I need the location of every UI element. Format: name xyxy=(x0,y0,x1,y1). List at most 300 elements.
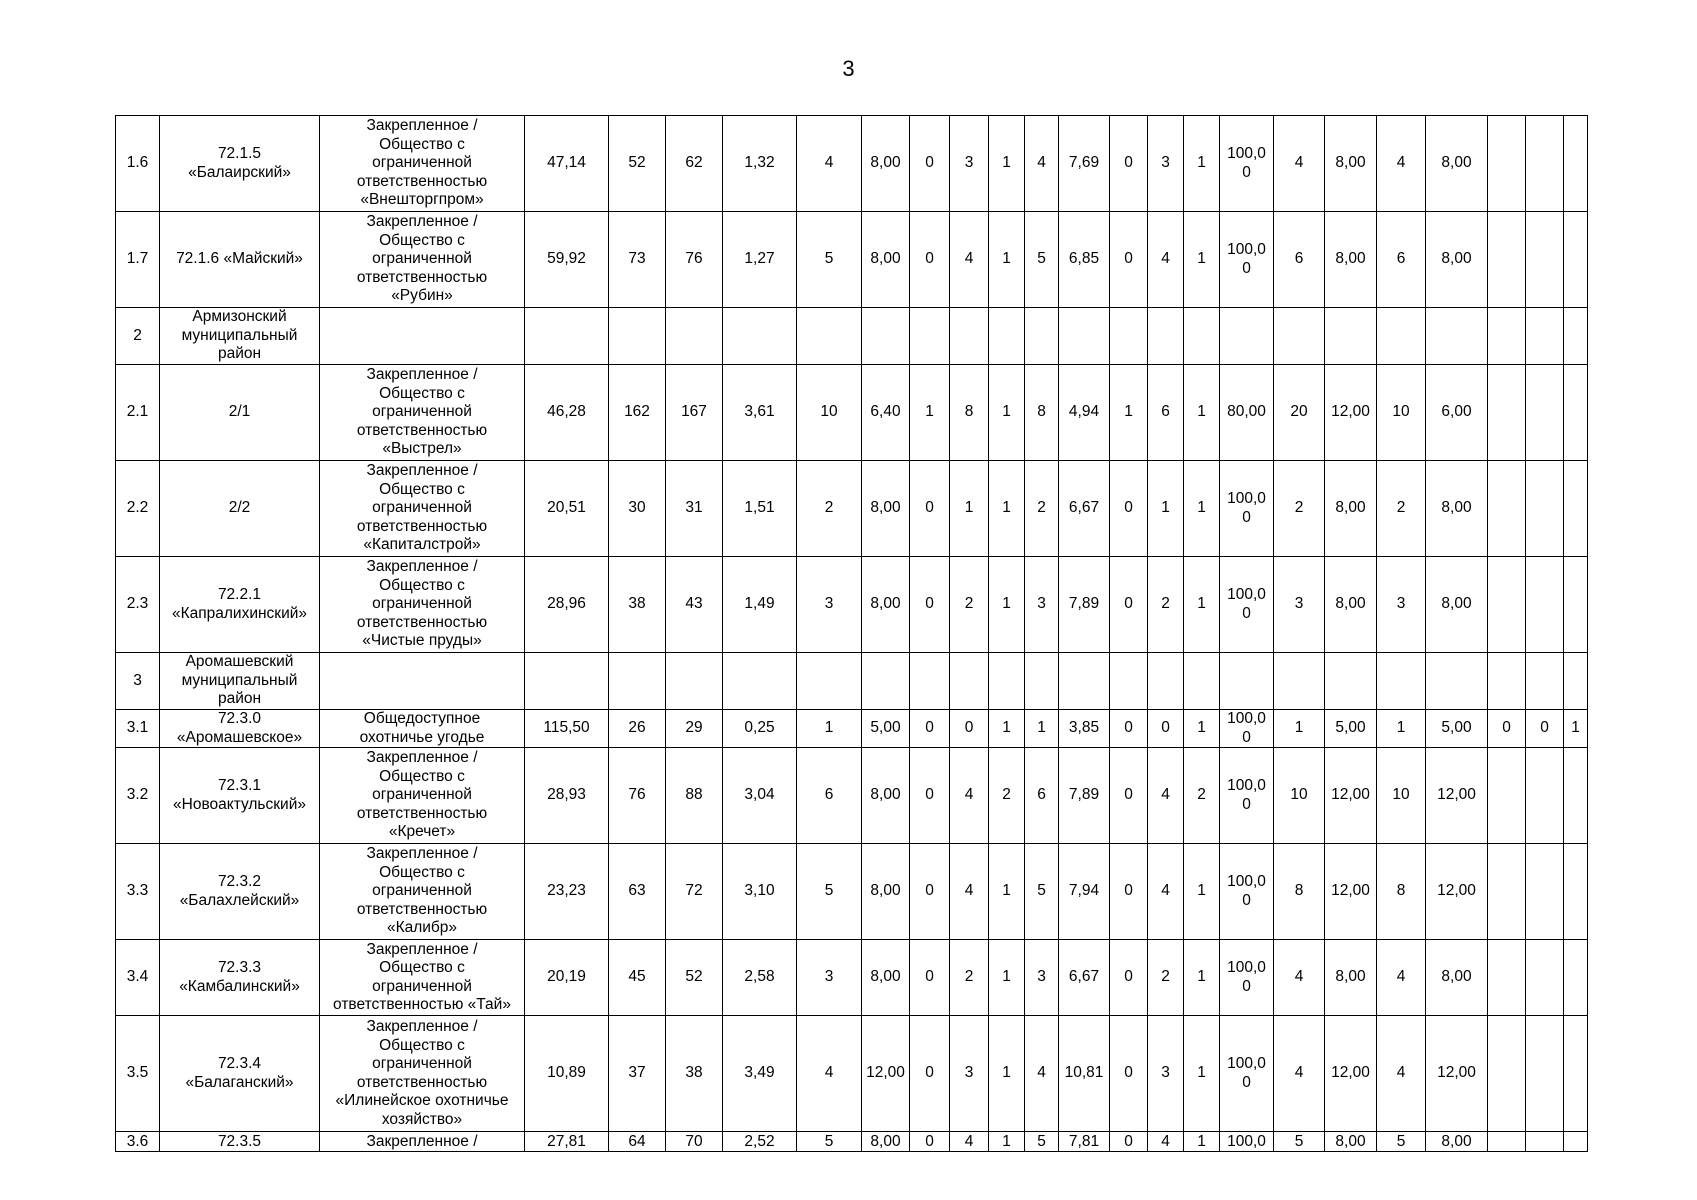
value-cell: 1 xyxy=(1184,212,1220,308)
value-cell: 1,49 xyxy=(723,557,797,653)
value-cell: 3 xyxy=(950,116,989,212)
value-cell: 76 xyxy=(666,212,723,308)
value-cell: 8,00 xyxy=(1426,212,1488,308)
value-cell xyxy=(797,653,862,710)
value-cell: 3 xyxy=(1377,557,1426,653)
value-cell: 8,00 xyxy=(1426,116,1488,212)
value-cell: 1 xyxy=(1274,710,1325,748)
table-row xyxy=(116,116,1588,212)
ground-type-cell: Закрепленное / Общество с ограниченной ответственностью «Внешторгпром» xyxy=(320,116,525,212)
value-cell: 8,00 xyxy=(862,844,910,940)
value-cell: 1 xyxy=(989,212,1025,308)
value-cell: 2 xyxy=(1274,461,1325,557)
value-cell: 4 xyxy=(950,212,989,308)
value-cell xyxy=(1488,365,1526,461)
row-number-cell: 3.6 xyxy=(116,1132,160,1152)
ground-type-cell: Закрепленное / Общество с ограниченной ответственностью «Илинейское охотничье хозяйство» xyxy=(320,1016,525,1132)
value-cell xyxy=(1488,308,1526,365)
value-cell: 2 xyxy=(950,940,989,1016)
row-number-cell: 2.3 xyxy=(116,557,160,653)
value-cell xyxy=(723,308,797,365)
value-cell: 7,89 xyxy=(1059,748,1110,844)
value-cell: 100,0 0 xyxy=(1220,844,1274,940)
value-cell: 8,00 xyxy=(1426,461,1488,557)
value-cell: 59,92 xyxy=(525,212,609,308)
value-cell: 1 xyxy=(797,710,862,748)
value-cell: 8,00 xyxy=(1325,557,1377,653)
value-cell: 3,10 xyxy=(723,844,797,940)
value-cell xyxy=(862,308,910,365)
value-cell xyxy=(1488,212,1526,308)
value-cell: 162 xyxy=(609,365,666,461)
data-table xyxy=(115,115,1588,1152)
ground-type-cell xyxy=(320,308,525,365)
value-cell: 1,27 xyxy=(723,212,797,308)
value-cell xyxy=(862,653,910,710)
hunting-ground-cell: 72.3.1 «Новоактульский» xyxy=(160,748,320,844)
value-cell: 2 xyxy=(1148,940,1184,1016)
value-cell: 12,00 xyxy=(1325,748,1377,844)
value-cell: 6,00 xyxy=(1426,365,1488,461)
value-cell xyxy=(1488,1132,1526,1152)
value-cell: 2 xyxy=(1184,748,1220,844)
value-cell: 38 xyxy=(666,1016,723,1132)
value-cell xyxy=(950,653,989,710)
value-cell xyxy=(1564,1132,1588,1152)
value-cell: 64 xyxy=(609,1132,666,1152)
value-cell: 5,00 xyxy=(1325,710,1377,748)
value-cell: 1 xyxy=(1184,1132,1220,1152)
value-cell: 100,0 0 xyxy=(1220,1016,1274,1132)
value-cell: 0 xyxy=(1110,212,1148,308)
value-cell xyxy=(1488,844,1526,940)
value-cell: 100,0 0 xyxy=(1220,748,1274,844)
value-cell: 0 xyxy=(1148,710,1184,748)
value-cell: 5 xyxy=(1274,1132,1325,1152)
ground-type-cell: Закрепленное / Общество с ограниченной ответственностью «Капиталстрой» xyxy=(320,461,525,557)
value-cell: 1 xyxy=(910,365,950,461)
value-cell: 167 xyxy=(666,365,723,461)
value-cell xyxy=(1564,653,1588,710)
value-cell: 7,89 xyxy=(1059,557,1110,653)
value-cell: 0 xyxy=(910,844,950,940)
row-number-cell: 3.2 xyxy=(116,748,160,844)
value-cell xyxy=(1526,308,1564,365)
value-cell: 1,51 xyxy=(723,461,797,557)
value-cell: 0 xyxy=(1110,1132,1148,1152)
value-cell: 3 xyxy=(1025,940,1059,1016)
value-cell xyxy=(1526,212,1564,308)
ground-type-cell: Закрепленное / Общество с ограниченной ответственностью «Тай» xyxy=(320,940,525,1016)
value-cell: 5 xyxy=(1025,844,1059,940)
hunting-ground-cell: 72.3.2 «Балахлейский» xyxy=(160,844,320,940)
value-cell: 0 xyxy=(950,710,989,748)
value-cell: 80,00 xyxy=(1220,365,1274,461)
value-cell: 4 xyxy=(1148,748,1184,844)
value-cell: 2 xyxy=(950,557,989,653)
value-cell xyxy=(1526,557,1564,653)
value-cell xyxy=(1059,308,1110,365)
value-cell xyxy=(1564,212,1588,308)
value-cell: 0 xyxy=(1488,710,1526,748)
value-cell: 1 xyxy=(1110,365,1148,461)
value-cell xyxy=(1564,116,1588,212)
value-cell: 10 xyxy=(1377,365,1426,461)
value-cell: 1 xyxy=(989,844,1025,940)
value-cell: 12,00 xyxy=(1325,365,1377,461)
table-row xyxy=(116,365,1588,461)
ground-type-cell xyxy=(320,653,525,710)
value-cell: 8,00 xyxy=(1426,557,1488,653)
value-cell xyxy=(1526,1132,1564,1152)
value-cell: 88 xyxy=(666,748,723,844)
value-cell: 100,0 0 xyxy=(1220,710,1274,748)
value-cell: 7,94 xyxy=(1059,844,1110,940)
value-cell: 115,50 xyxy=(525,710,609,748)
table-row xyxy=(116,212,1588,308)
value-cell: 20,19 xyxy=(525,940,609,1016)
value-cell: 3 xyxy=(797,940,862,1016)
value-cell: 8,00 xyxy=(1426,1132,1488,1152)
value-cell: 0 xyxy=(910,212,950,308)
ground-type-cell: Закрепленное / Общество с ограниченной ответственностью «Калибр» xyxy=(320,844,525,940)
value-cell: 26 xyxy=(609,710,666,748)
value-cell: 8,00 xyxy=(1426,940,1488,1016)
hunting-ground-cell: 72.2.1 «Капралихинский» xyxy=(160,557,320,653)
value-cell xyxy=(1274,653,1325,710)
value-cell: 62 xyxy=(666,116,723,212)
value-cell xyxy=(1148,308,1184,365)
row-number-cell: 2.2 xyxy=(116,461,160,557)
value-cell xyxy=(1526,940,1564,1016)
value-cell: 1 xyxy=(989,1016,1025,1132)
value-cell: 3 xyxy=(1148,1016,1184,1132)
value-cell: 8 xyxy=(1274,844,1325,940)
value-cell: 1 xyxy=(989,940,1025,1016)
value-cell: 8,00 xyxy=(862,116,910,212)
hunting-ground-cell: 2/2 xyxy=(160,461,320,557)
value-cell xyxy=(1025,308,1059,365)
value-cell: 1,32 xyxy=(723,116,797,212)
value-cell xyxy=(1564,940,1588,1016)
value-cell xyxy=(1488,653,1526,710)
value-cell xyxy=(1564,365,1588,461)
value-cell xyxy=(609,308,666,365)
value-cell: 7,69 xyxy=(1059,116,1110,212)
value-cell: 6 xyxy=(1148,365,1184,461)
value-cell: 8,00 xyxy=(1325,940,1377,1016)
table-row xyxy=(116,1132,1588,1152)
value-cell: 3 xyxy=(950,1016,989,1132)
value-cell: 1 xyxy=(989,461,1025,557)
value-cell xyxy=(989,653,1025,710)
table-row xyxy=(116,557,1588,653)
value-cell: 2 xyxy=(989,748,1025,844)
value-cell: 1 xyxy=(1184,557,1220,653)
value-cell: 0 xyxy=(1110,461,1148,557)
value-cell: 5 xyxy=(797,212,862,308)
table-row xyxy=(116,653,1588,710)
value-cell: 2,58 xyxy=(723,940,797,1016)
value-cell xyxy=(1220,653,1274,710)
value-cell xyxy=(723,653,797,710)
value-cell: 4 xyxy=(797,1016,862,1132)
value-cell: 5 xyxy=(1025,212,1059,308)
value-cell: 12,00 xyxy=(1426,844,1488,940)
value-cell: 4,94 xyxy=(1059,365,1110,461)
value-cell: 1 xyxy=(1184,940,1220,1016)
value-cell: 1 xyxy=(1184,116,1220,212)
value-cell: 20,51 xyxy=(525,461,609,557)
value-cell: 43 xyxy=(666,557,723,653)
value-cell: 1 xyxy=(950,461,989,557)
value-cell: 10 xyxy=(1377,748,1426,844)
row-number-cell: 1.6 xyxy=(116,116,160,212)
value-cell: 8,00 xyxy=(1325,461,1377,557)
row-number-cell: 3.4 xyxy=(116,940,160,1016)
value-cell: 5 xyxy=(1377,1132,1426,1152)
value-cell xyxy=(1526,844,1564,940)
value-cell xyxy=(1488,748,1526,844)
value-cell: 2 xyxy=(1148,557,1184,653)
value-cell: 6,85 xyxy=(1059,212,1110,308)
row-number-cell: 3.5 xyxy=(116,1016,160,1132)
table-row xyxy=(116,710,1588,748)
value-cell: 100,0 0 xyxy=(1220,116,1274,212)
value-cell: 0 xyxy=(910,116,950,212)
value-cell: 5,00 xyxy=(1426,710,1488,748)
value-cell: 31 xyxy=(666,461,723,557)
row-number-cell: 3.1 xyxy=(116,710,160,748)
value-cell: 3,61 xyxy=(723,365,797,461)
value-cell: 4 xyxy=(1148,1132,1184,1152)
value-cell: 4 xyxy=(1274,116,1325,212)
value-cell xyxy=(525,653,609,710)
value-cell: 6,67 xyxy=(1059,461,1110,557)
value-cell: 27,81 xyxy=(525,1132,609,1152)
value-cell: 8 xyxy=(950,365,989,461)
value-cell xyxy=(1110,308,1148,365)
value-cell: 10,81 xyxy=(1059,1016,1110,1132)
value-cell: 1 xyxy=(1148,461,1184,557)
value-cell xyxy=(666,308,723,365)
value-cell: 6 xyxy=(797,748,862,844)
value-cell xyxy=(1274,308,1325,365)
value-cell: 47,14 xyxy=(525,116,609,212)
value-cell xyxy=(1377,653,1426,710)
value-cell: 4 xyxy=(950,844,989,940)
value-cell: 5 xyxy=(797,844,862,940)
value-cell xyxy=(1184,308,1220,365)
value-cell: 4 xyxy=(950,1132,989,1152)
value-cell: 0 xyxy=(1110,710,1148,748)
value-cell: 8,00 xyxy=(862,1132,910,1152)
value-cell: 1 xyxy=(989,365,1025,461)
value-cell: 0 xyxy=(910,1132,950,1152)
value-cell xyxy=(1526,461,1564,557)
value-cell: 0 xyxy=(910,748,950,844)
value-cell: 1 xyxy=(1377,710,1426,748)
value-cell xyxy=(1488,557,1526,653)
value-cell: 0 xyxy=(910,1016,950,1132)
value-cell: 0 xyxy=(1110,748,1148,844)
value-cell: 8,00 xyxy=(862,461,910,557)
value-cell xyxy=(1526,653,1564,710)
value-cell: 0 xyxy=(1110,116,1148,212)
value-cell: 4 xyxy=(1377,940,1426,1016)
value-cell xyxy=(1564,461,1588,557)
table-row xyxy=(116,844,1588,940)
value-cell: 4 xyxy=(1377,1016,1426,1132)
value-cell: 4 xyxy=(1274,1016,1325,1132)
value-cell: 1 xyxy=(1184,1016,1220,1132)
value-cell xyxy=(1564,308,1588,365)
value-cell: 8 xyxy=(1025,365,1059,461)
value-cell: 4 xyxy=(1025,1016,1059,1132)
value-cell: 1 xyxy=(1184,365,1220,461)
value-cell: 3 xyxy=(1025,557,1059,653)
value-cell xyxy=(1059,653,1110,710)
hunting-ground-cell: 72.3.0 «Аромашевское» xyxy=(160,710,320,748)
hunting-ground-cell: Аромашевский муниципальный район xyxy=(160,653,320,710)
value-cell xyxy=(1488,940,1526,1016)
value-cell: 1 xyxy=(989,1132,1025,1152)
value-cell: 28,93 xyxy=(525,748,609,844)
value-cell: 30 xyxy=(609,461,666,557)
value-cell xyxy=(1488,461,1526,557)
value-cell: 8,00 xyxy=(862,557,910,653)
value-cell: 4 xyxy=(1377,116,1426,212)
value-cell: 12,00 xyxy=(1426,1016,1488,1132)
value-cell xyxy=(910,308,950,365)
value-cell: 20 xyxy=(1274,365,1325,461)
value-cell: 76 xyxy=(609,748,666,844)
ground-type-cell: Общедоступное охотничье угодье xyxy=(320,710,525,748)
hunting-ground-cell: Армизонский муниципальный район xyxy=(160,308,320,365)
value-cell xyxy=(1526,365,1564,461)
hunting-ground-cell: 72.3.3 «Камбалинский» xyxy=(160,940,320,1016)
value-cell: 6,40 xyxy=(862,365,910,461)
value-cell: 100,0 0 xyxy=(1220,940,1274,1016)
value-cell xyxy=(1526,1016,1564,1132)
value-cell: 5 xyxy=(1025,1132,1059,1152)
value-cell: 8,00 xyxy=(862,748,910,844)
value-cell: 0 xyxy=(1110,557,1148,653)
value-cell xyxy=(525,308,609,365)
value-cell: 5 xyxy=(797,1132,862,1152)
value-cell: 1 xyxy=(1025,710,1059,748)
value-cell: 1 xyxy=(989,116,1025,212)
value-cell: 23,23 xyxy=(525,844,609,940)
hunting-ground-cell: 72.3.5 xyxy=(160,1132,320,1152)
value-cell: 3 xyxy=(797,557,862,653)
value-cell: 10,89 xyxy=(525,1016,609,1132)
value-cell: 6 xyxy=(1025,748,1059,844)
hunting-ground-cell: 2/1 xyxy=(160,365,320,461)
ground-type-cell: Закрепленное / Общество с ограниченной ответственностью «Выстрел» xyxy=(320,365,525,461)
value-cell: 4 xyxy=(1148,212,1184,308)
value-cell: 3 xyxy=(1148,116,1184,212)
value-cell: 0 xyxy=(910,461,950,557)
value-cell: 3,04 xyxy=(723,748,797,844)
value-cell: 8,00 xyxy=(1325,212,1377,308)
value-cell xyxy=(1426,308,1488,365)
value-cell: 2 xyxy=(1377,461,1426,557)
ground-type-cell: Закрепленное / xyxy=(320,1132,525,1152)
value-cell: 52 xyxy=(666,940,723,1016)
value-cell: 3,85 xyxy=(1059,710,1110,748)
value-cell xyxy=(1426,653,1488,710)
value-cell: 6 xyxy=(1274,212,1325,308)
ground-type-cell: Закрепленное / Общество с ограниченной ответственностью «Чистые пруды» xyxy=(320,557,525,653)
value-cell: 0 xyxy=(910,940,950,1016)
value-cell xyxy=(1377,308,1426,365)
value-cell xyxy=(1564,1016,1588,1132)
value-cell: 28,96 xyxy=(525,557,609,653)
value-cell: 8 xyxy=(1377,844,1426,940)
value-cell xyxy=(1564,844,1588,940)
value-cell: 10 xyxy=(1274,748,1325,844)
value-cell: 45 xyxy=(609,940,666,1016)
row-number-cell: 3 xyxy=(116,653,160,710)
table-row xyxy=(116,461,1588,557)
hunting-ground-cell: 72.3.4 «Балаганский» xyxy=(160,1016,320,1132)
value-cell xyxy=(910,653,950,710)
value-cell: 73 xyxy=(609,212,666,308)
value-cell: 0,25 xyxy=(723,710,797,748)
value-cell: 0 xyxy=(1110,844,1148,940)
value-cell: 37 xyxy=(609,1016,666,1132)
value-cell: 8,00 xyxy=(1325,1132,1377,1152)
row-number-cell: 2 xyxy=(116,308,160,365)
ground-type-cell: Закрепленное / Общество с ограниченной ответственностью «Рубин» xyxy=(320,212,525,308)
value-cell xyxy=(1220,308,1274,365)
value-cell: 5,00 xyxy=(862,710,910,748)
row-number-cell: 3.3 xyxy=(116,844,160,940)
value-cell xyxy=(1564,557,1588,653)
value-cell: 8,00 xyxy=(862,212,910,308)
value-cell: 100,0 0 xyxy=(1220,557,1274,653)
value-cell: 1 xyxy=(989,710,1025,748)
value-cell: 4 xyxy=(1148,844,1184,940)
value-cell: 6 xyxy=(1377,212,1426,308)
table-row xyxy=(116,308,1588,365)
value-cell: 1 xyxy=(1564,710,1588,748)
value-cell: 2 xyxy=(797,461,862,557)
value-cell: 12,00 xyxy=(1426,748,1488,844)
value-cell xyxy=(1488,1016,1526,1132)
value-cell: 100,0 0 xyxy=(1220,461,1274,557)
value-cell: 8,00 xyxy=(1325,116,1377,212)
value-cell: 0 xyxy=(1110,940,1148,1016)
value-cell: 7,81 xyxy=(1059,1132,1110,1152)
page-number: 3 xyxy=(842,56,855,81)
value-cell xyxy=(1488,116,1526,212)
value-cell: 2 xyxy=(1025,461,1059,557)
value-cell xyxy=(1110,653,1148,710)
row-number-cell: 2.1 xyxy=(116,365,160,461)
value-cell: 4 xyxy=(1274,940,1325,1016)
ground-type-cell: Закрепленное / Общество с ограниченной ответственностью «Кречет» xyxy=(320,748,525,844)
value-cell: 3,49 xyxy=(723,1016,797,1132)
value-cell: 1 xyxy=(1184,844,1220,940)
value-cell xyxy=(1526,116,1564,212)
table-row xyxy=(116,748,1588,844)
value-cell xyxy=(1526,748,1564,844)
value-cell: 63 xyxy=(609,844,666,940)
value-cell xyxy=(1325,308,1377,365)
value-cell: 1 xyxy=(1184,710,1220,748)
